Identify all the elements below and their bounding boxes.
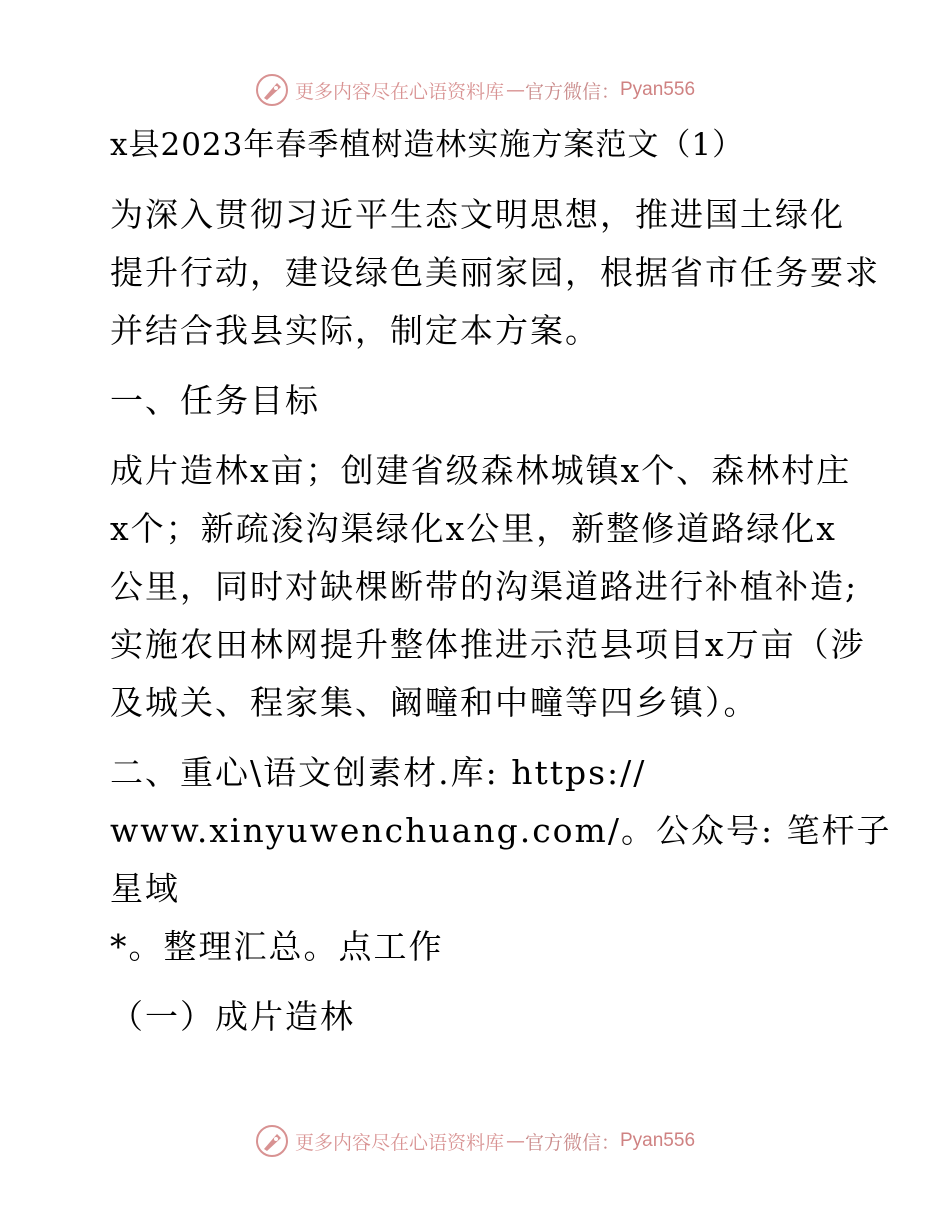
watermark-wechat-label: 官方微信： — [524, 1131, 620, 1154]
watermark-text: 更多内容尽在心语资料库 — [294, 1131, 504, 1154]
watermark-footer — [0, 1121, 950, 1161]
subsection1-heading: （一）成片造林 — [110, 997, 355, 1036]
watermark-wechat-id: Pyan556 — [620, 1130, 696, 1151]
intro-paragraph: 为深入贯彻习近平生态文明思想，推进国土绿化 提升行动，建设绿色美丽家园，根据省市任务要求 并结合我县实际，制定本方案。 — [110, 195, 880, 350]
section1-heading: 一、任务目标 — [110, 381, 320, 420]
pen-tip-logo-icon — [255, 1124, 289, 1158]
document-body — [98, 116, 898, 1046]
watermark-wechat-id: Pyan556 — [620, 79, 696, 100]
pen-tip-logo-icon — [255, 73, 289, 107]
section1-paragraph: 成片造林x亩；创建省级森林城镇x个、森林村庄 x个；新疏浚沟渠绿化x公里，新整修道路绿化x 公里，同时对缺棵断带的沟渠道路进行补植补造; 实施农田林网提升整体推进示范县项目x万亩（涉 及城关、程家集、阚疃和中疃等四乡镇）。 — [110, 451, 866, 722]
watermark-separator: — — [505, 1130, 523, 1152]
watermark-header — [0, 70, 950, 110]
section2-heading: 二、重心\语文创素材.库: https:// www.xinyuwenchuang.com/。公众号: 笔杆子星域 *。整理汇总。点工作 — [110, 753, 892, 966]
watermark-separator: — — [505, 79, 523, 101]
watermark-wechat-label: 官方微信： — [524, 80, 620, 103]
document-title: x县2023年春季植树造林实施方案范文（1） — [110, 127, 745, 163]
watermark-text: 更多内容尽在心语资料库 — [294, 80, 504, 103]
